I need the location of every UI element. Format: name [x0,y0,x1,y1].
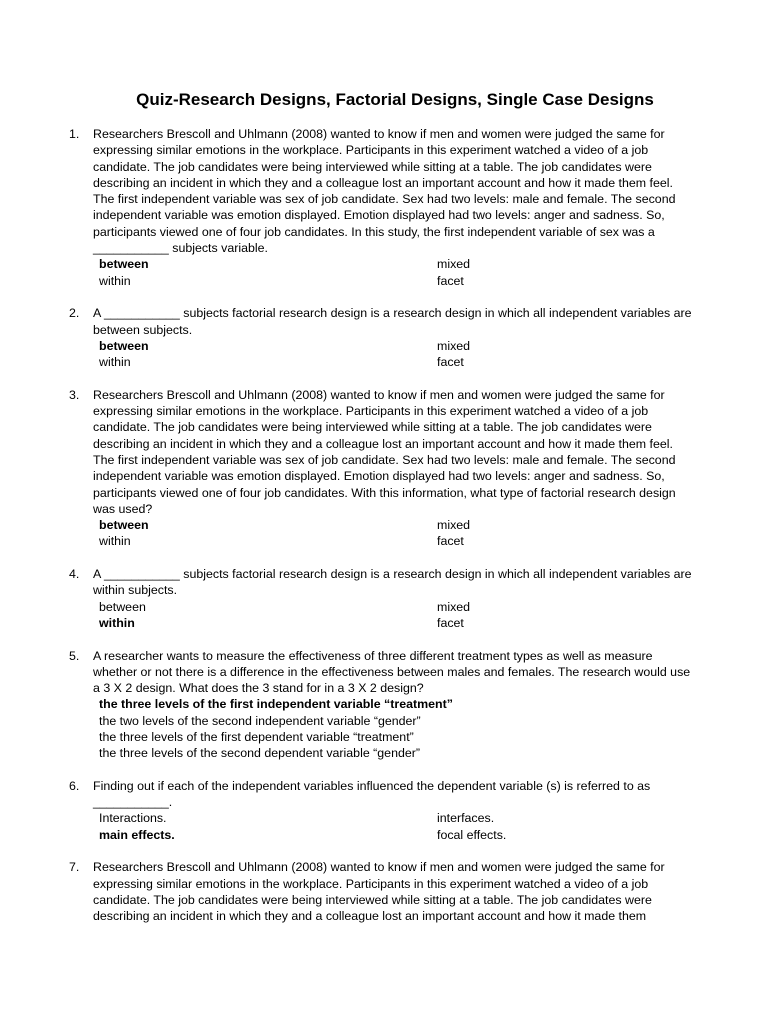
answer-option: within [99,355,131,370]
answer-option: Interactions. [99,811,167,826]
answer-option: mixed [437,599,471,614]
answer-option: between [99,257,149,272]
answer-option: the three levels of the first dependent variable “treatment” [99,729,414,744]
question-text: Finding out if each of the independent variables influenced the dependent variable (s) is referred to as ___________. [93,778,651,810]
answer-option: mixed [437,257,471,272]
question-4 [0,566,768,631]
question-number: 4. [69,567,80,582]
question-1 [0,126,768,289]
answer-option: facet [437,273,464,288]
answer-options [99,810,768,843]
answer-option: within [99,534,131,549]
answer-option: the two levels of the second independent variable “gender” [99,713,421,728]
answer-options [99,599,768,632]
answer-options [99,256,768,289]
question-text: A ___________ subjects factorial research design is a research design in which all independent variables are within subjects. [93,567,692,598]
question-list [0,126,768,941]
answer-option: mixed [437,518,471,533]
answer-option: within [99,273,131,288]
answer-option: within [99,615,135,630]
question-number: 6. [69,778,80,793]
answer-option: interfaces. [437,811,495,826]
question-3 [0,387,768,550]
answer-option: facet [437,355,464,370]
question-6 [0,778,768,843]
answer-option: facet [437,534,464,549]
answer-options [99,696,768,761]
question-text: Researchers Brescoll and Uhlmann (2008) wanted to know if men and women were judged the same for expressing similar emotions in the workplace. Participants in this experiment watched a video of a job candidate. The job candidates were being interviewed while sitting at a table. The job candidates were describing an incident in which they and a colleague lost an important account and how it made them feel. The first independent variable was sex of job candidate. Sex had two levels: male and female. The second independent variable was emotion displayed. Emotion displayed had two levels: anger and sadness. So, participants viewed one of four job candidates. In this study, the first independent variable of sex was a ___________ subjects variable. [93,127,676,256]
question-number: 7. [69,860,80,875]
answer-option: facet [437,615,464,630]
question-2 [0,305,768,370]
answer-option: between [99,599,146,614]
answer-option: the three levels of the first independent variable “treatment” [99,697,453,712]
question-number: 3. [69,387,80,402]
answer-option: the three levels of the second dependent variable “gender” [99,746,420,761]
question-text: Researchers Brescoll and Uhlmann (2008) wanted to know if men and women were judged the same for expressing similar emotions in the workplace. Participants in this experiment watched a video of a job candidate. The job candidates were being interviewed while sitting at a table. The job candidates were describing an incident in which they and a colleague lost an important account and how it made them [93,860,665,924]
answer-option: between [99,338,149,353]
question-text: Researchers Brescoll and Uhlmann (2008) wanted to know if men and women were judged the same for expressing similar emotions in the workplace. Participants in this experiment watched a video of a job candidate. The job candidates were being interviewed while sitting at a table. The job candidates were describing an incident in which they and a colleague lost an important account and how it made them feel. The first independent variable was sex of job candidate. Sex had two levels: male and female. The second independent variable was emotion displayed. Emotion displayed had two levels: anger and sadness. So, participants viewed one of four job candidates. With this information, what type of factorial research design was used? [93,387,676,516]
page-title: Quiz-Research Designs, Factorial Designs, Single Case Designs [136,90,654,109]
answer-options [99,517,768,550]
question-number: 5. [69,648,80,663]
answer-option: main effects. [99,827,175,842]
question-text: A ___________ subjects factorial research design is a research design in which all independent variables are between subjects. [93,306,692,337]
answer-option: between [99,518,149,533]
question-text: A researcher wants to measure the effectiveness of three different treatment types as well as measure whether or not there is a difference in the effectiveness between males and females. The research would use a 3 X 2 design. What does the 3 stand for in a 3 X 2 design? [93,648,691,696]
answer-option: focal effects. [437,827,507,842]
question-5 [0,648,768,762]
answer-options [99,338,768,371]
question-number: 1. [69,127,80,141]
question-number: 2. [69,306,80,321]
answer-option: mixed [437,338,471,353]
question-7 [0,859,768,924]
